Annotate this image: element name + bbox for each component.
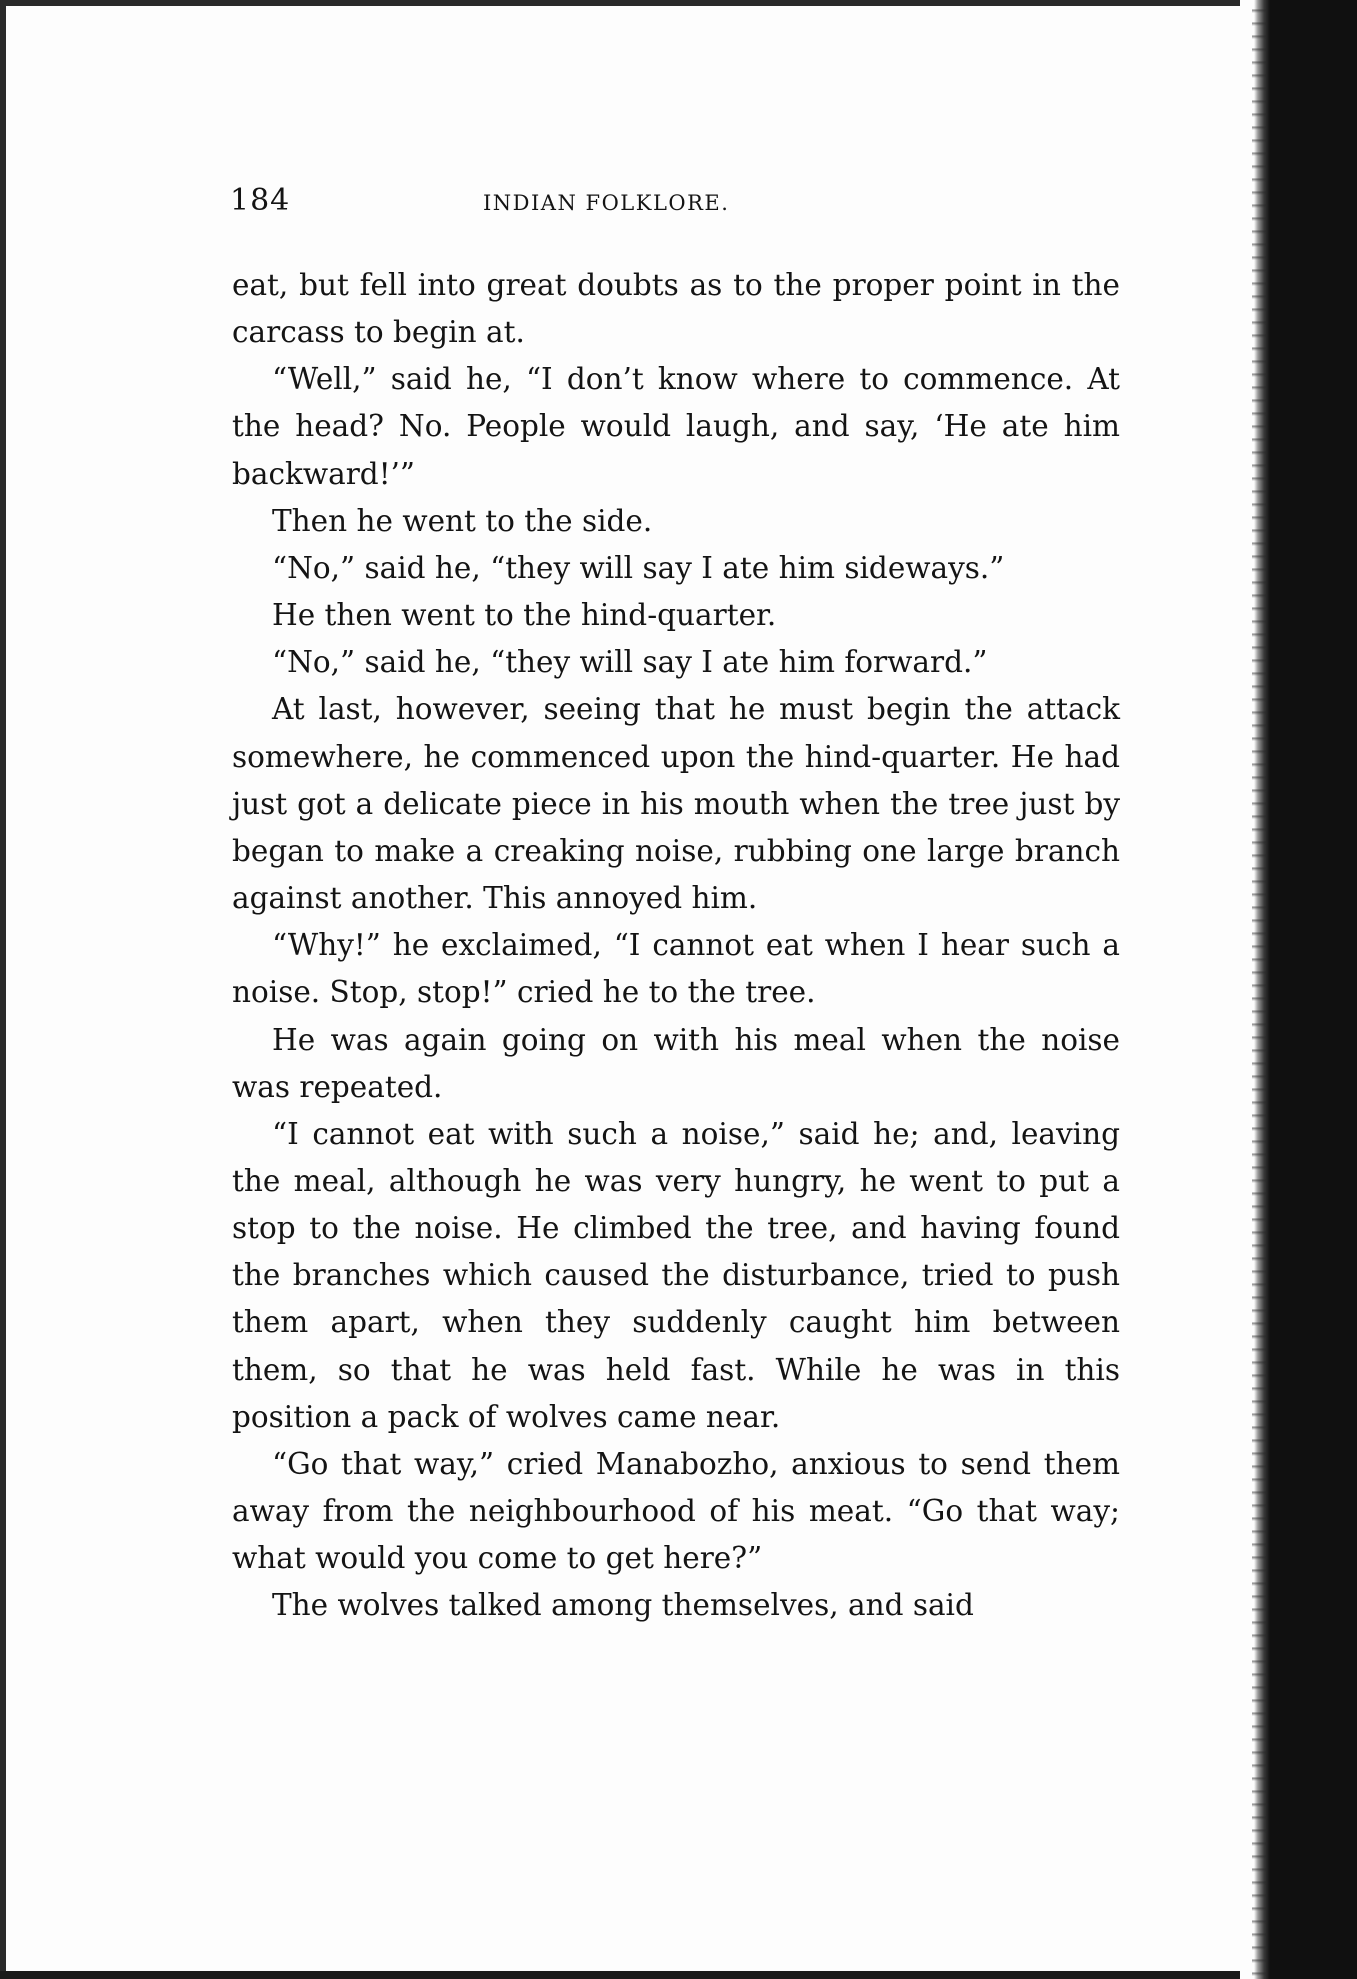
scan-border-bottom — [0, 1971, 1357, 1979]
paragraph: Then he went to the side. — [272, 503, 653, 538]
paragraph: “Go that way,” cried Manabozho, anxious to send them away from the neighbourhood of his meat. “Go that way; what would you come to get here?” — [232, 1446, 1120, 1576]
binding-edge-texture — [1252, 0, 1266, 1979]
page-number: 184 — [230, 183, 291, 218]
page-header — [230, 183, 1130, 231]
paragraph: “No,” said he, “they will say I ate him forward.” — [272, 645, 988, 680]
paragraph: “I cannot eat with such a noise,” said he; and, leaving the meal, although he was very hungry, he went to put a stop to the noise. He climbed the tree, and having found the branches which caused the disturbance, tried to push them apart, when they suddenly caught him between them, so that he was held fast. While he was in this position a pack of wolves came near. — [232, 1116, 1120, 1434]
paragraph: eat, but fell into great doubts as to the proper point in the carcass to begin at. — [232, 268, 1120, 350]
paragraph: The wolves talked among themselves, and said — [272, 1588, 974, 1623]
paragraph: “Well,” said he, “I don’t know where to commence. At the head? No. People would laugh, and say, ‘He ate him backward!’” — [232, 362, 1120, 491]
paragraph: “No,” said he, “they will say I ate him sideways.” — [272, 550, 1005, 585]
paragraph: He was again going on with his meal when the noise was repeated. — [232, 1022, 1120, 1104]
running-head: INDIAN FOLKLORE. — [483, 191, 730, 215]
paragraph: He then went to the hind-quarter. — [272, 598, 777, 633]
scan-border-top — [0, 0, 1357, 6]
paragraph: “Why!” he exclaimed, “I cannot eat when I hear such a noise. Stop, stop!” cried he to the tree. — [232, 928, 1120, 1010]
scan-border-left — [0, 0, 6, 1979]
body-text — [232, 262, 1120, 1630]
paragraph: At last, however, seeing that he must begin the attack somewhere, he commenced upon the hind-quarter. He had just got a delicate piece in his mouth when the tree just by began to make a creaking noise, rubbing one large branch against another. This annoyed him. — [232, 692, 1120, 916]
